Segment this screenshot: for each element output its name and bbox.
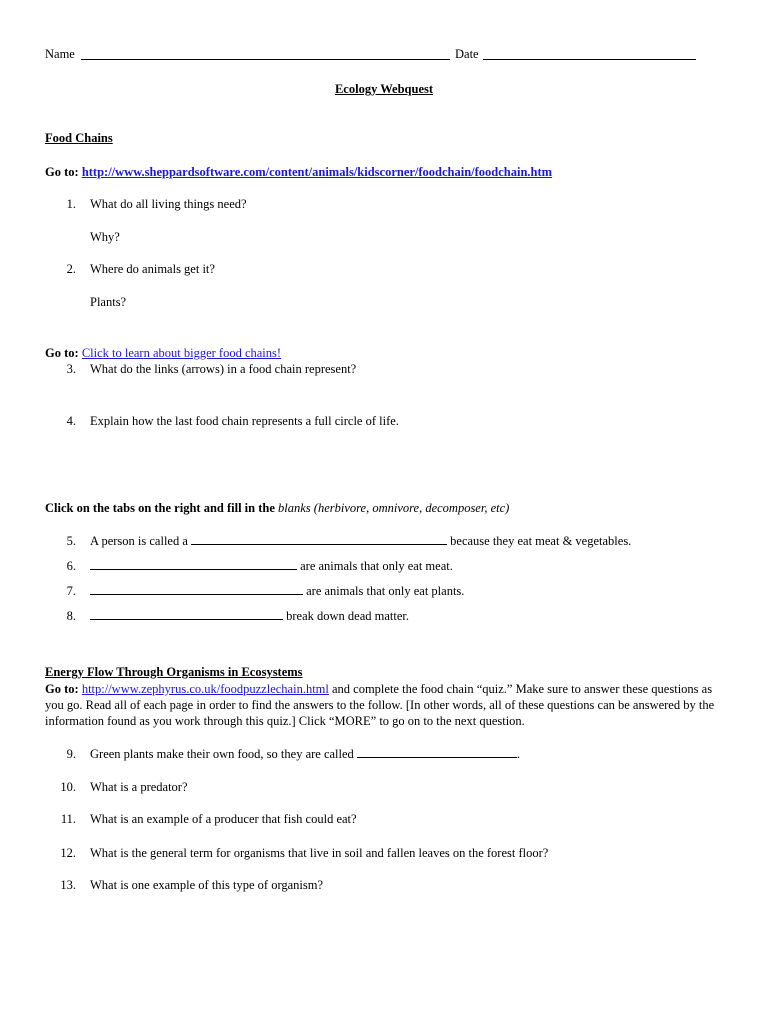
question-number: 1.	[66, 197, 76, 211]
question-2: Where do animals get it?	[90, 262, 215, 276]
date-field[interactable]	[483, 59, 696, 60]
question-number: 2.	[66, 262, 76, 276]
date-label: Date	[455, 47, 479, 61]
goto-label: Go to:	[45, 165, 79, 179]
bigger-food-chains-link[interactable]: Click to learn about bigger food chains!	[81, 346, 282, 360]
question-7	[90, 583, 464, 599]
sheppard-link[interactable]: http://www.sheppardsoftware.com/content/animals/kidscorner/foodchain/foodchain.htm	[81, 165, 553, 179]
question-2-followup: Plants?	[90, 295, 127, 309]
instruction-text: and complete the food chain “quiz.” Make sure to answer these questions as you go. Read all of each page in order to find the answers to the follow. [In other words, all of these questions can be answered by the information found as you work through this quiz.] Click “MORE” to go on to the next question.	[45, 682, 715, 728]
page-title: Ecology Webquest	[334, 82, 434, 96]
question-number: 5.	[66, 534, 76, 548]
question-number: 6.	[66, 559, 76, 573]
answer-blank[interactable]	[90, 608, 283, 620]
question-text: Green plants make their own food, so they are called	[90, 747, 354, 761]
question-text: are animals that only eat plants.	[306, 584, 465, 598]
question-number: 12.	[60, 846, 76, 860]
question-4: Explain how the last food chain represents a full circle of life.	[90, 414, 399, 428]
question-text: because they eat meat & vegetables.	[450, 534, 632, 548]
question-number: 9.	[66, 747, 76, 761]
section-heading-food-chains: Food Chains	[45, 131, 113, 145]
goto-line-1	[45, 164, 552, 180]
question-number: 13.	[60, 878, 76, 892]
answer-blank[interactable]	[90, 583, 303, 595]
zephyrus-link[interactable]: http://www.zephyrus.co.uk/foodpuzzlechain.html	[81, 682, 329, 696]
question-text: break down dead matter.	[286, 609, 409, 623]
question-11: What is an example of a producer that fish could eat?	[90, 812, 357, 826]
name-label: Name	[45, 47, 75, 61]
question-number: 11.	[60, 812, 76, 826]
question-6	[90, 558, 453, 574]
energy-flow-instructions	[45, 681, 725, 729]
answer-blank[interactable]	[90, 558, 297, 570]
goto-label: Go to:	[45, 346, 79, 360]
question-number: 7.	[66, 584, 76, 598]
answer-blank[interactable]	[191, 533, 447, 545]
name-field[interactable]	[81, 59, 450, 60]
fill-in-instruction	[45, 500, 509, 516]
question-number: 10.	[60, 780, 76, 794]
question-number: 8.	[66, 609, 76, 623]
instruction-italic: blanks (herbivore, omnivore, decomposer, etc)	[278, 501, 510, 515]
question-1-followup: Why?	[90, 230, 120, 244]
question-5	[90, 533, 631, 549]
question-12: What is the general term for organisms that live in soil and fallen leaves on the forest floor?	[90, 846, 549, 860]
goto-label: Go to:	[45, 682, 79, 696]
question-10: What is a predator?	[90, 780, 188, 794]
question-8	[90, 608, 409, 624]
question-period: .	[516, 747, 521, 761]
instruction-bold: Click on the tabs on the right and fill in the	[45, 501, 275, 515]
question-number: 4.	[66, 414, 76, 428]
question-13: What is one example of this type of organism?	[90, 878, 324, 892]
question-3: What do the links (arrows) in a food chain represent?	[90, 362, 357, 376]
question-1: What do all living things need?	[90, 197, 247, 211]
question-text: are animals that only eat meat.	[300, 559, 453, 573]
answer-blank[interactable]	[357, 746, 517, 758]
question-text: A person is called a	[90, 534, 188, 548]
section-heading-energy-flow: Energy Flow Through Organisms in Ecosystems	[45, 665, 303, 679]
goto-line-2	[45, 345, 281, 361]
question-number: 3.	[66, 362, 76, 376]
question-9	[90, 746, 520, 762]
